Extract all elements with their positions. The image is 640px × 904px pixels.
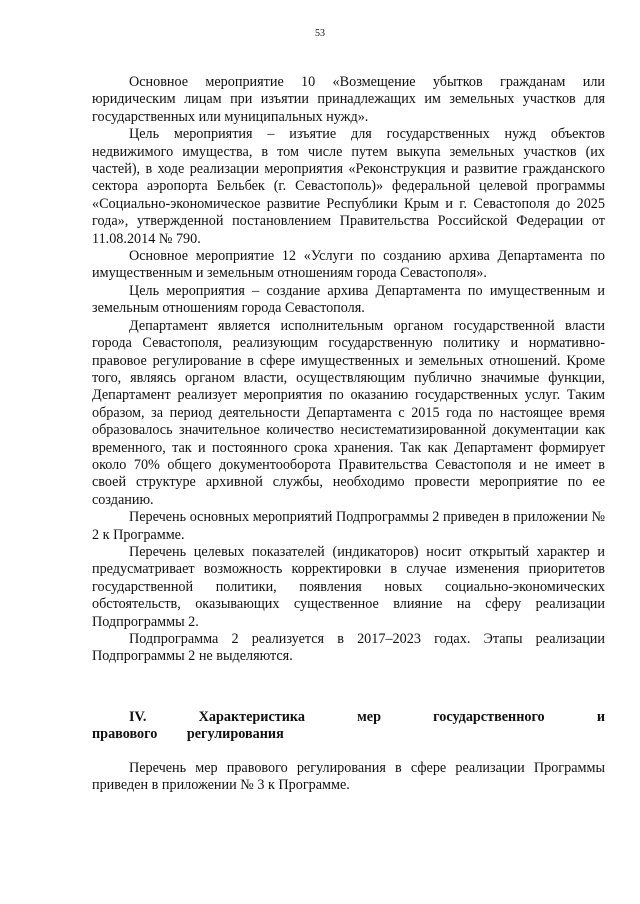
paragraph-department: Департамент является исполнительным органом государственной власти города Севастополя, реализующим государственную политику и нормативно-правовое регулирование в сфере имущественных и земельных отношений. Кроме того, являясь органом власти, осуществляющим публично значимые функции, Департамент реализует мероприятия по оказанию государственных услуг. Таким образом, за период деятельности Департамента с 2015 года по настоящее время образовалось значительное количество несистематизированной документации как временного, так и постоянного срока хранения. Так как Департамент формирует около 70% общего документооборота Правительства Севастополя и не имеет в своей структуре архивной службы, необходимо провести мероприятие по ее созданию. (92, 317, 605, 508)
paragraph-indicators: Перечень целевых показателей (индикаторов) носит открытый характер и предусматривает возможность корректировки в случае изменения приоритетов государственной политики, появления новых социально-экономических обстоятельств, оказывающих существенное влияние на сферу реализации Подпрограммы 2. (92, 543, 605, 630)
paragraph-measure-12: Основное мероприятие 12 «Услуги по созданию архива Департамента по имущественным и земельным отношениям города Севастополя». (92, 248, 605, 282)
paragraph-measure-10: Основное мероприятие 10 «Возмещение убытков гражданам или юридическим лицам при изъятии принадлежащих им земельных участков для государственных или муниципальных нужд». (92, 74, 605, 125)
paragraph-measure-12-goal: Цель мероприятия – создание архива Департамента по имущественным и земельным отношениям города Севастополя. (92, 282, 605, 317)
page-number: 53 (315, 28, 325, 39)
paragraph-legal-measures: Перечень мер правового регулирования в сфере реализации Программы приведен в приложении № 3 к Программе. (92, 760, 605, 794)
paragraph-timeline: Подпрограмма 2 реализуется в 2017–2023 годах. Этапы реализации Подпрограммы 2 не выделяются. (92, 631, 605, 665)
body-text (92, 74, 605, 666)
paragraph-measures-list: Перечень основных мероприятий Подпрограммы 2 приведен в приложении № 2 к Программе. (92, 509, 605, 543)
closing-section (92, 760, 605, 795)
paragraph-measure-10-goal: Цель мероприятия – изъятие для государственных нужд объектов недвижимого имущества, в том числе путем выкупа земельных участков (их частей), в ходе реализации мероприятия «Реконструкция и развитие гражданского сектора аэропорта Бельбек (г. Севастополь)» федеральной целевой программы «Социально-экономическое развитие Республики Крым и г. Севастополя до 2025 года», утвержденной постановлением Правительства Российской Федерации от 11.08.2014 № 790. (92, 126, 605, 247)
section-heading: IV. Характеристика мер государственного и правового регулирования (92, 709, 605, 743)
